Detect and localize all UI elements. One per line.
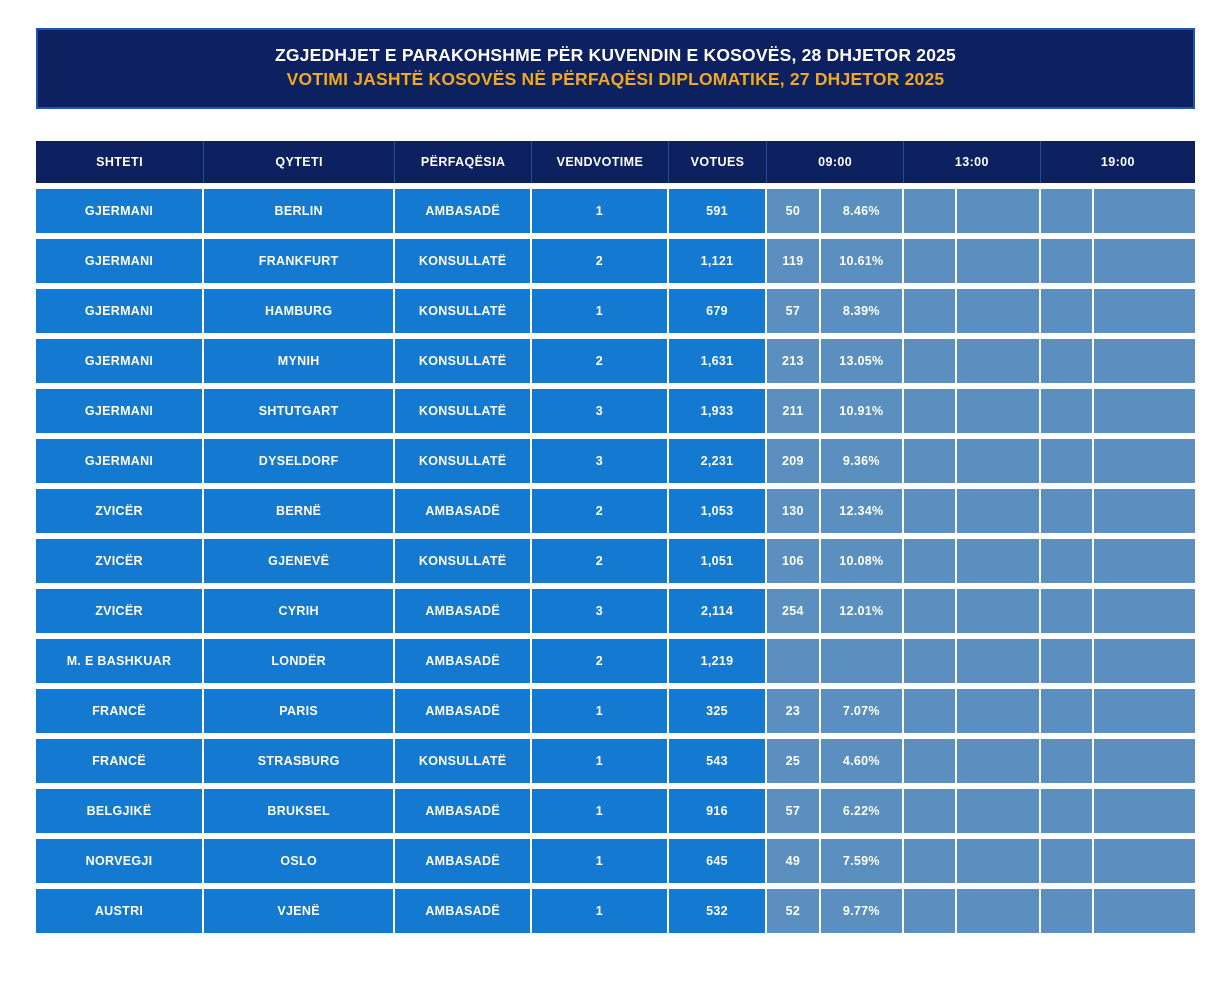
cell-vendvotime: 3 — [532, 589, 669, 633]
cell-qyteti: STRASBURG — [204, 739, 395, 783]
cell-vendvotime: 1 — [532, 739, 669, 783]
cell-count-0900 — [767, 639, 820, 683]
cell-percent-1300 — [957, 439, 1040, 483]
cell-count-1900 — [1041, 789, 1094, 833]
cell-percent-0900: 6.22% — [821, 789, 904, 833]
column-header-votues: VOTUES — [669, 141, 768, 183]
cell-shteti: AUSTRI — [36, 889, 204, 933]
cell-perfaqesia: KONSULLATË — [395, 439, 532, 483]
cell-vendvotime: 2 — [532, 639, 669, 683]
cell-count-1900 — [1041, 889, 1094, 933]
cell-count-0900: 25 — [767, 739, 820, 783]
table-row — [36, 189, 1195, 233]
cell-percent-1900 — [1094, 889, 1195, 933]
cell-votues: 325 — [669, 689, 768, 733]
cell-count-1900 — [1041, 739, 1094, 783]
cell-percent-1900 — [1094, 489, 1195, 533]
cell-shteti: ZVICËR — [36, 539, 204, 583]
cell-vendvotime: 2 — [532, 339, 669, 383]
cell-count-1300 — [904, 489, 957, 533]
title-banner — [36, 28, 1195, 109]
cell-count-1900 — [1041, 189, 1094, 233]
cell-votues: 2,114 — [669, 589, 768, 633]
cell-percent-0900: 7.59% — [821, 839, 904, 883]
title-line-secondary: VOTIMI JASHTË KOSOVËS NË PËRFAQËSI DIPLOMATIKE, 27 DHJETOR 2025 — [286, 68, 945, 89]
cell-shteti: GJERMANI — [36, 339, 204, 383]
cell-percent-1300 — [957, 839, 1040, 883]
cell-percent-1300 — [957, 739, 1040, 783]
cell-percent-0900: 8.46% — [821, 189, 904, 233]
cell-count-1900 — [1041, 289, 1094, 333]
table-row — [36, 239, 1195, 283]
cell-percent-0900: 13.05% — [821, 339, 904, 383]
cell-count-1900 — [1041, 389, 1094, 433]
cell-votues: 532 — [669, 889, 768, 933]
cell-votues: 1,219 — [669, 639, 768, 683]
cell-percent-0900: 10.08% — [821, 539, 904, 583]
cell-qyteti: LONDËR — [204, 639, 395, 683]
cell-perfaqesia: AMBASADË — [395, 189, 532, 233]
cell-perfaqesia: AMBASADË — [395, 589, 532, 633]
cell-perfaqesia: AMBASADË — [395, 839, 532, 883]
cell-qyteti: MYNIH — [204, 339, 395, 383]
cell-qyteti: CYRIH — [204, 589, 395, 633]
cell-shteti: ZVICËR — [36, 489, 204, 533]
cell-count-1900 — [1041, 439, 1094, 483]
cell-count-1900 — [1041, 489, 1094, 533]
cell-count-1900 — [1041, 689, 1094, 733]
cell-percent-1300 — [957, 339, 1040, 383]
cell-count-0900: 23 — [767, 689, 820, 733]
cell-vendvotime: 1 — [532, 189, 669, 233]
cell-qyteti: VJENË — [204, 889, 395, 933]
cell-votues: 679 — [669, 289, 768, 333]
cell-vendvotime: 2 — [532, 239, 669, 283]
cell-votues: 645 — [669, 839, 768, 883]
cell-percent-0900 — [821, 639, 904, 683]
cell-count-1300 — [904, 239, 957, 283]
cell-percent-1300 — [957, 539, 1040, 583]
cell-percent-1900 — [1094, 439, 1195, 483]
table-row — [36, 639, 1195, 683]
cell-qyteti: FRANKFURT — [204, 239, 395, 283]
cell-count-1900 — [1041, 239, 1094, 283]
cell-votues: 1,053 — [669, 489, 768, 533]
cell-perfaqesia: AMBASADË — [395, 639, 532, 683]
cell-qyteti: PARIS — [204, 689, 395, 733]
cell-percent-0900: 10.61% — [821, 239, 904, 283]
cell-percent-1900 — [1094, 639, 1195, 683]
cell-percent-1300 — [957, 389, 1040, 433]
cell-percent-1900 — [1094, 239, 1195, 283]
column-header-shteti: SHTETI — [36, 141, 204, 183]
cell-percent-1300 — [957, 289, 1040, 333]
title-line-primary: ZGJEDHJET E PARAKOHSHME PËR KUVENDIN E KOSOVËS, 28 DHJETOR 2025 — [274, 45, 956, 65]
cell-shteti: GJERMANI — [36, 239, 204, 283]
table-row — [36, 539, 1195, 583]
table-row — [36, 739, 1195, 783]
cell-qyteti: DYSELDORF — [204, 439, 395, 483]
cell-count-0900: 209 — [767, 439, 820, 483]
cell-percent-1300 — [957, 689, 1040, 733]
table-header — [36, 141, 1195, 183]
cell-votues: 1,121 — [669, 239, 768, 283]
cell-percent-1900 — [1094, 289, 1195, 333]
cell-count-0900: 106 — [767, 539, 820, 583]
cell-count-1300 — [904, 339, 957, 383]
table-header-row — [36, 141, 1195, 183]
cell-shteti: NORVEGJI — [36, 839, 204, 883]
table-row — [36, 689, 1195, 733]
cell-percent-1300 — [957, 589, 1040, 633]
cell-percent-1300 — [957, 489, 1040, 533]
column-header-time-1300: 13:00 — [904, 141, 1041, 183]
table-row — [36, 439, 1195, 483]
cell-count-1300 — [904, 739, 957, 783]
cell-shteti: FRANCË — [36, 739, 204, 783]
cell-percent-1900 — [1094, 589, 1195, 633]
cell-vendvotime: 3 — [532, 389, 669, 433]
cell-perfaqesia: KONSULLATË — [395, 239, 532, 283]
cell-votues: 1,051 — [669, 539, 768, 583]
cell-perfaqesia: AMBASADË — [395, 789, 532, 833]
cell-perfaqesia: KONSULLATË — [395, 389, 532, 433]
cell-count-0900: 211 — [767, 389, 820, 433]
cell-percent-0900: 4.60% — [821, 739, 904, 783]
cell-qyteti: SHTUTGART — [204, 389, 395, 433]
cell-percent-0900: 9.77% — [821, 889, 904, 933]
cell-count-0900: 49 — [767, 839, 820, 883]
cell-count-0900: 57 — [767, 289, 820, 333]
cell-perfaqesia: KONSULLATË — [395, 289, 532, 333]
cell-votues: 591 — [669, 189, 768, 233]
cell-count-1300 — [904, 439, 957, 483]
cell-percent-1900 — [1094, 339, 1195, 383]
cell-qyteti: BERNË — [204, 489, 395, 533]
cell-count-1300 — [904, 639, 957, 683]
results-table — [36, 135, 1195, 939]
cell-count-0900: 130 — [767, 489, 820, 533]
cell-percent-1900 — [1094, 739, 1195, 783]
cell-vendvotime: 1 — [532, 689, 669, 733]
cell-vendvotime: 3 — [532, 439, 669, 483]
cell-count-1900 — [1041, 339, 1094, 383]
cell-count-1300 — [904, 839, 957, 883]
cell-count-1900 — [1041, 639, 1094, 683]
table-body — [36, 189, 1195, 933]
table-row — [36, 589, 1195, 633]
cell-percent-1900 — [1094, 789, 1195, 833]
cell-qyteti: GJENEVË — [204, 539, 395, 583]
cell-vendvotime: 1 — [532, 889, 669, 933]
cell-perfaqesia: AMBASADË — [395, 889, 532, 933]
cell-count-0900: 119 — [767, 239, 820, 283]
cell-percent-1300 — [957, 639, 1040, 683]
column-header-perfaqesia: PËRFAQËSIA — [395, 141, 532, 183]
cell-shteti: ZVICËR — [36, 589, 204, 633]
cell-count-1900 — [1041, 539, 1094, 583]
cell-qyteti: HAMBURG — [204, 289, 395, 333]
cell-votues: 543 — [669, 739, 768, 783]
cell-count-0900: 57 — [767, 789, 820, 833]
column-header-vendvotime: VENDVOTIME — [532, 141, 669, 183]
cell-shteti: FRANCË — [36, 689, 204, 733]
cell-count-1900 — [1041, 839, 1094, 883]
column-header-time-0900: 09:00 — [767, 141, 904, 183]
cell-percent-1300 — [957, 889, 1040, 933]
cell-percent-0900: 8.39% — [821, 289, 904, 333]
cell-percent-0900: 12.34% — [821, 489, 904, 533]
cell-count-0900: 254 — [767, 589, 820, 633]
column-header-qyteti: QYTETI — [204, 141, 395, 183]
results-table-wrapper — [32, 135, 1199, 939]
cell-votues: 916 — [669, 789, 768, 833]
cell-qyteti: BRUKSEL — [204, 789, 395, 833]
cell-vendvotime: 1 — [532, 289, 669, 333]
table-row — [36, 489, 1195, 533]
cell-perfaqesia: KONSULLATË — [395, 339, 532, 383]
table-row — [36, 889, 1195, 933]
cell-shteti: M. E BASHKUAR — [36, 639, 204, 683]
cell-shteti: GJERMANI — [36, 289, 204, 333]
table-row — [36, 289, 1195, 333]
cell-count-0900: 213 — [767, 339, 820, 383]
cell-percent-0900: 10.91% — [821, 389, 904, 433]
cell-vendvotime: 1 — [532, 839, 669, 883]
cell-percent-1900 — [1094, 539, 1195, 583]
cell-count-1900 — [1041, 589, 1094, 633]
cell-perfaqesia: AMBASADË — [395, 689, 532, 733]
cell-count-1300 — [904, 889, 957, 933]
cell-vendvotime: 1 — [532, 789, 669, 833]
cell-votues: 2,231 — [669, 439, 768, 483]
cell-count-1300 — [904, 589, 957, 633]
cell-percent-1300 — [957, 239, 1040, 283]
cell-count-1300 — [904, 789, 957, 833]
cell-count-0900: 50 — [767, 189, 820, 233]
cell-votues: 1,631 — [669, 339, 768, 383]
table-row — [36, 789, 1195, 833]
cell-percent-1300 — [957, 189, 1040, 233]
cell-shteti: GJERMANI — [36, 439, 204, 483]
cell-count-0900: 52 — [767, 889, 820, 933]
cell-perfaqesia: AMBASADË — [395, 489, 532, 533]
cell-percent-0900: 7.07% — [821, 689, 904, 733]
cell-count-1300 — [904, 189, 957, 233]
cell-count-1300 — [904, 539, 957, 583]
cell-qyteti: BERLIN — [204, 189, 395, 233]
cell-shteti: BELGJIKË — [36, 789, 204, 833]
cell-percent-1900 — [1094, 689, 1195, 733]
cell-percent-1300 — [957, 789, 1040, 833]
cell-percent-1900 — [1094, 389, 1195, 433]
cell-shteti: GJERMANI — [36, 389, 204, 433]
cell-percent-0900: 9.36% — [821, 439, 904, 483]
cell-percent-0900: 12.01% — [821, 589, 904, 633]
cell-perfaqesia: KONSULLATË — [395, 739, 532, 783]
cell-count-1300 — [904, 289, 957, 333]
cell-perfaqesia: KONSULLATË — [395, 539, 532, 583]
cell-qyteti: OSLO — [204, 839, 395, 883]
table-row — [36, 839, 1195, 883]
cell-vendvotime: 2 — [532, 539, 669, 583]
cell-count-1300 — [904, 689, 957, 733]
cell-votues: 1,933 — [669, 389, 768, 433]
column-header-time-1900: 19:00 — [1041, 141, 1195, 183]
table-row — [36, 389, 1195, 433]
cell-count-1300 — [904, 389, 957, 433]
cell-percent-1900 — [1094, 839, 1195, 883]
cell-vendvotime: 2 — [532, 489, 669, 533]
cell-percent-1900 — [1094, 189, 1195, 233]
cell-shteti: GJERMANI — [36, 189, 204, 233]
table-row — [36, 339, 1195, 383]
